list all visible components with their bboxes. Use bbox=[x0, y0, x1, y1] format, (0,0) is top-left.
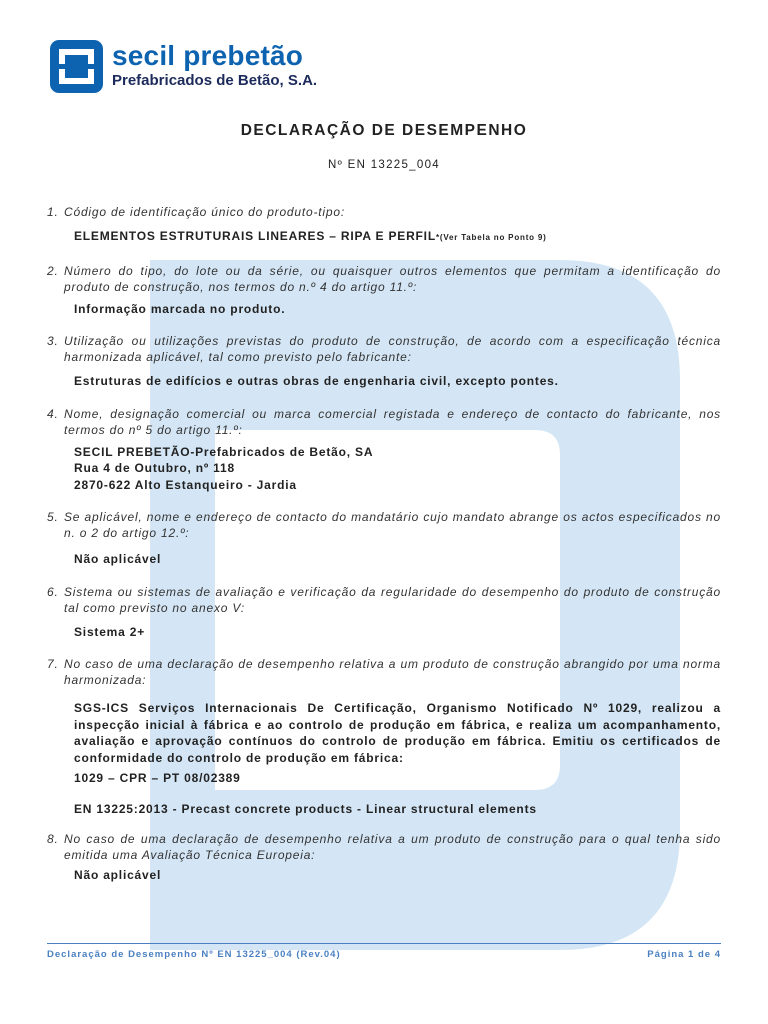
section-answer: Estruturas de edifícios e outras obras de engenharia civil, excepto pontes. bbox=[74, 374, 559, 388]
manufacturer-name: SECIL PREBETÃO-Prefabricados de Betão, SA bbox=[74, 444, 374, 459]
section-answer bbox=[74, 228, 721, 247]
section-question: Nome, designação comercial ou marca comercial registada e endereço de contacto do fabricante, nos termos do nº 5 do artigo 11.º: bbox=[64, 406, 721, 437]
section-number: 4. bbox=[47, 406, 59, 421]
section-answer: Informação marcada no produto. bbox=[74, 301, 286, 316]
brand-subtitle: Prefabricados de Betão, S.A. bbox=[112, 72, 318, 89]
section-4 bbox=[47, 406, 721, 494]
table-reference-note: *(Ver Tabela no Ponto 9) bbox=[435, 233, 547, 242]
section-6 bbox=[47, 584, 721, 641]
company-logo bbox=[50, 40, 317, 93]
brand-name: secil prebetão bbox=[112, 40, 304, 71]
section-number: 8. bbox=[47, 832, 59, 846]
section-question: Sistema ou sistemas de avaliação e verificação da regularidade do desempenho do produto de construção tal como previsto no anexo V: bbox=[64, 584, 721, 615]
manufacturer-street: Rua 4 de Outubro, nº 118 bbox=[74, 461, 235, 475]
section-answer: Não aplicável bbox=[74, 868, 162, 882]
document-number: Nº EN 13225_004 bbox=[328, 159, 440, 171]
declaration-sections bbox=[47, 204, 721, 884]
certificate-number: 1029 – CPR – PT 08/02389 bbox=[74, 771, 241, 785]
page-footer bbox=[47, 943, 721, 960]
section-answer: Não aplicável bbox=[74, 552, 162, 566]
section-question: Se aplicável, nome e endereço de contacto do mandatário cujo mandato abrange os actos especificados no n. o 2 do artigo 12.º: bbox=[64, 510, 721, 540]
section-2 bbox=[47, 263, 721, 318]
section-question: No caso de uma declaração de desempenho relativa a um produto de construção para o qual tenha sido emitida uma Avaliação Técnica Europeia: bbox=[64, 832, 721, 862]
section-number: 1. bbox=[47, 205, 59, 219]
page-number: Página 1 de 4 bbox=[647, 949, 721, 960]
footer-document-ref: Declaração de Desempenho Nº EN 13225_004 (Rev.04) bbox=[47, 949, 341, 960]
product-type: ELEMENTOS ESTRUTURAIS LINEARES – RIPA E PERFIL bbox=[74, 229, 436, 243]
notified-body-paragraph: SGS-ICS Serviços Internacionais De Certificação, Organismo Notificado Nº 1029, realizou a inspecção inicial à fábrica e ao controlo de produção em fábrica, e realiza um acompanhamento, avaliação e aprovação contínuos do controlo de produção em fábrica. Emitiu os certificados de conformidade do controlo de produção em fábrica: bbox=[74, 701, 721, 765]
section-question: Código de identificação único do produto-tipo: bbox=[64, 205, 345, 219]
section-answer: Sistema 2+ bbox=[74, 624, 146, 639]
section-question: Número do tipo, do lote ou da série, ou quaisquer outros elementos que permitam a identificação do produto de construção, nos termos do n.º 4 do artigo 11.º: bbox=[64, 263, 721, 294]
section-question: No caso de uma declaração de desempenho relativa a um produto de construção abrangido por uma norma harmonizada: bbox=[64, 657, 721, 687]
section-question: Utilização ou utilizações previstas do produto de construção, de acordo com a especificação técnica harmonizada aplicável, tal como previsto pelo fabricante: bbox=[64, 334, 721, 364]
secil-logo-icon bbox=[50, 40, 103, 93]
section-5 bbox=[47, 509, 721, 568]
section-number: 2. bbox=[47, 263, 59, 278]
section-8 bbox=[47, 831, 721, 884]
harmonized-standard: EN 13225:2013 - Precast concrete products - Linear structural elements bbox=[74, 801, 537, 816]
section-7 bbox=[47, 656, 721, 817]
section-1 bbox=[47, 204, 721, 247]
section-3 bbox=[47, 333, 721, 390]
section-number: 7. bbox=[47, 657, 59, 671]
manufacturer-postcode: 2870-622 Alto Estanqueiro - Jardia bbox=[74, 477, 297, 492]
document-title: DECLARAÇÃO DE DESEMPENHO bbox=[240, 122, 528, 139]
section-number: 6. bbox=[47, 584, 59, 599]
section-number: 5. bbox=[47, 510, 59, 524]
section-number: 3. bbox=[47, 334, 59, 348]
